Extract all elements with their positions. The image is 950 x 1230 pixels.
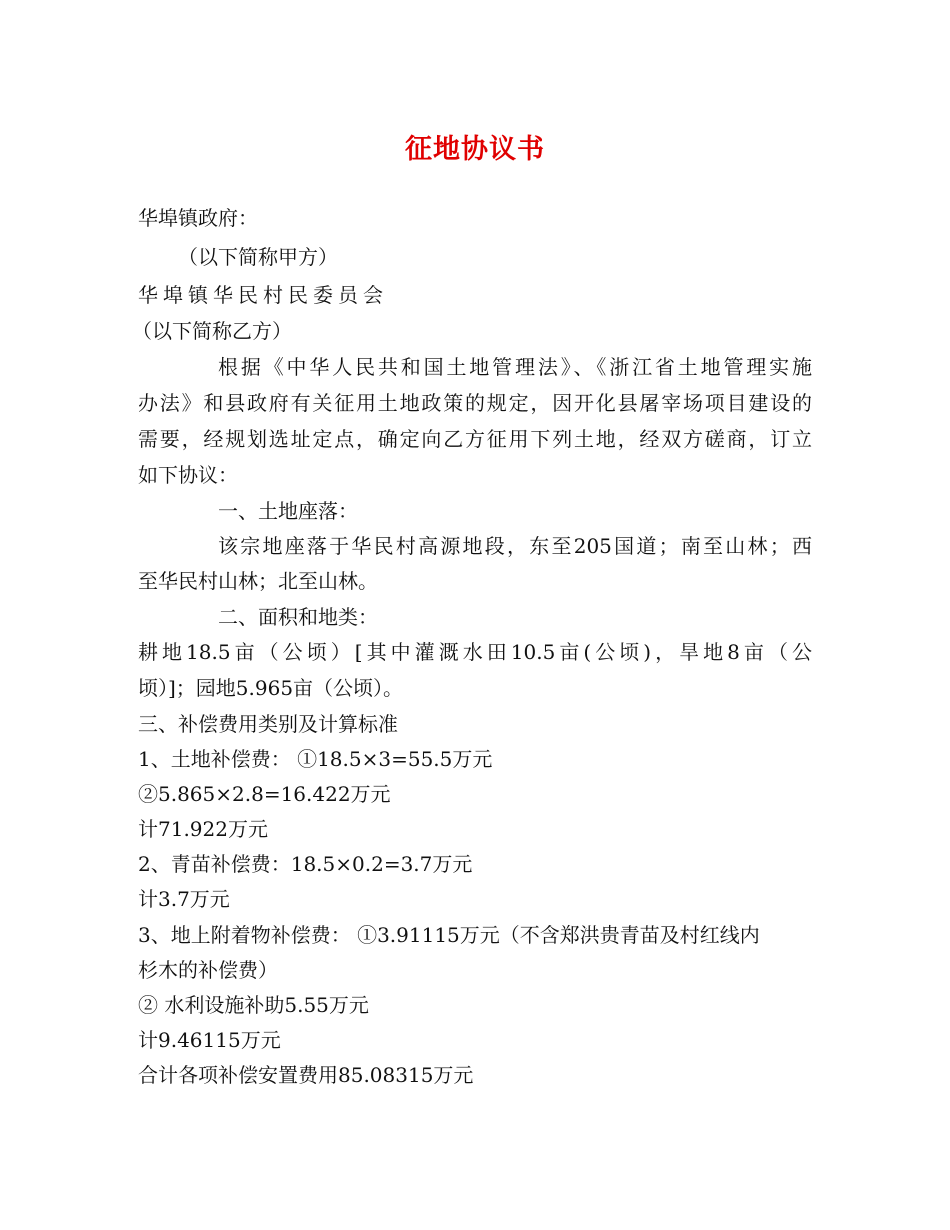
- attachment-compensation-total: 计9.46115万元: [138, 1028, 281, 1052]
- document-title: 征地协议书: [405, 134, 545, 165]
- section-heading-area: 二、面积和地类：: [218, 605, 378, 629]
- attachment-compensation-line: 3、地上附着物补偿费： ①3.91115万元（不含郑洪贵青苗及村红线内: [138, 923, 760, 947]
- intro-paragraph-line: 办法》和县政府有关征用土地政策的规定，因开化县屠宰场项目建设的: [138, 391, 812, 415]
- party-a-note: （以下简称甲方）: [178, 245, 338, 269]
- section-heading-compensation: 三、补偿费用类别及计算标准: [138, 712, 398, 736]
- grand-total-line: 合计各项补偿安置费用85.08315万元: [138, 1063, 474, 1087]
- section-heading-location: 一、土地座落：: [218, 499, 358, 523]
- crop-compensation-total: 计3.7万元: [138, 887, 230, 911]
- intro-paragraph-line: 需要，经规划选址定点，确定向乙方征用下列土地，经双方磋商，订立: [138, 427, 812, 451]
- party-b-name: 华埠镇华民村民委员会: [138, 283, 388, 307]
- intro-paragraph-line: 如下协议：: [138, 463, 238, 487]
- land-compensation-line: ②5.865×2.8=16.422万元: [138, 782, 391, 806]
- attachment-compensation-line: 杉木的补偿费）: [138, 958, 278, 982]
- location-paragraph-line: 至华民村山林；北至山林。: [138, 569, 378, 593]
- party-a-name: 华埠镇政府：: [138, 206, 258, 230]
- party-b-note: （以下简称乙方）: [132, 319, 292, 343]
- crop-compensation-line: 2、青苗补偿费：18.5×0.2=3.7万元: [138, 852, 473, 876]
- water-facility-line: ② 水利设施补助5.55万元: [138, 993, 369, 1017]
- land-compensation-line: 1、土地补偿费： ①18.5×3=55.5万元: [138, 747, 493, 771]
- area-paragraph-line: 顷）]；园地5.965亩（公顷）。: [138, 676, 404, 700]
- location-paragraph-line: 该宗地座落于华民村高源地段，东至205国道；南至山林；西: [218, 534, 812, 558]
- area-paragraph-line: 耕地18.5亩（公顷）[其中灌溉水田10.5亩(公顷)，旱地8亩（公: [138, 640, 812, 664]
- intro-paragraph-line: 根据《中华人民共和国土地管理法》、《浙江省土地管理实施: [218, 355, 812, 379]
- land-compensation-total: 计71.922万元: [138, 817, 268, 841]
